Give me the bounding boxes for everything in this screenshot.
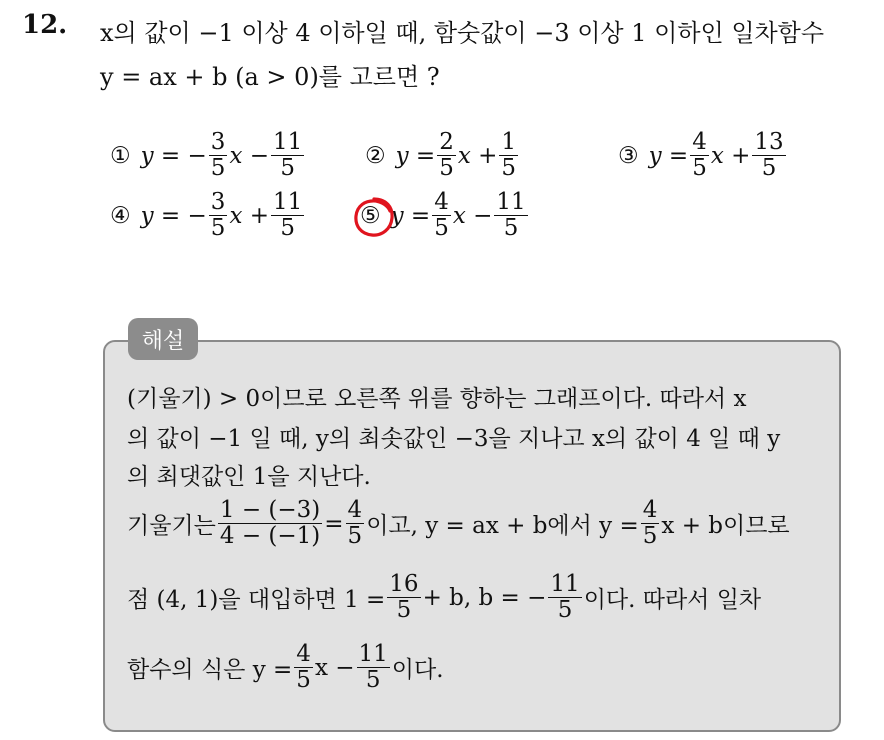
fraction-intercept: $\frac{11}{5}$ bbox=[273, 129, 303, 182]
question-text-line2: y = ax + b (a > 0)를 고르면 ? bbox=[100, 63, 440, 91]
choice-prefix: y = bbox=[395, 142, 436, 169]
fraction-slope: $\frac{2}{5}$ bbox=[439, 129, 454, 182]
solution-tag: 해설 bbox=[128, 318, 198, 360]
choice-prefix: y = − bbox=[140, 142, 207, 169]
solution-line2: 의 값이 −1 일 때, y의 최솟값인 −3을 지나고 x의 값이 4 일 때 y bbox=[127, 426, 781, 452]
solution-line5: 점 (4, 1)을 대입하면 1 = $\frac{16}{5}$ + b, b = − $\frac{11}{5}$ 이다. 따라서 일차 bbox=[127, 571, 762, 624]
fraction-intercept: $\frac{1}{5}$ bbox=[501, 129, 517, 182]
choice-mid: x − bbox=[452, 202, 493, 229]
fraction-value: $\frac{11}{5}$ bbox=[550, 571, 580, 624]
choice-number: ③ bbox=[618, 142, 639, 169]
choice-number: ① bbox=[110, 142, 131, 169]
choice-prefix: y = − bbox=[140, 202, 207, 229]
choice-2[interactable] bbox=[365, 130, 520, 182]
fraction-value: $\frac{4}{5}$ bbox=[296, 641, 311, 694]
fraction-intercept: $\frac{13}{5}$ bbox=[754, 129, 784, 182]
choice-mid: x + bbox=[229, 202, 269, 229]
choice-mid: x + bbox=[710, 142, 751, 169]
choice-1[interactable] bbox=[110, 130, 306, 182]
choice-4[interactable] bbox=[110, 190, 306, 242]
fraction-slope: $\frac{3}{5}$ bbox=[210, 189, 226, 242]
fraction-slope: $\frac{4}{5}$ bbox=[434, 189, 449, 242]
choice-mid: x + bbox=[457, 142, 498, 169]
fraction-intercept: $\frac{11}{5}$ bbox=[273, 189, 303, 242]
choice-number: ④ bbox=[110, 202, 131, 229]
fraction-slope-calc: $\frac{1 - (-3)}{4 - (-1)}$ bbox=[219, 497, 321, 550]
solution-line3: 의 최댓값인 1을 지난다. bbox=[127, 464, 371, 490]
choice-prefix: y = bbox=[390, 202, 431, 229]
fraction-slope: $\frac{3}{5}$ bbox=[210, 129, 226, 182]
choice-number: ⑤ bbox=[360, 202, 381, 229]
fraction-slope: $\frac{4}{5}$ bbox=[692, 129, 707, 182]
fraction-intercept: $\frac{11}{5}$ bbox=[496, 189, 526, 242]
fraction-value: $\frac{11}{5}$ bbox=[358, 641, 388, 694]
question-number: 12. bbox=[22, 10, 68, 40]
solution-line1: (기울기) > 0이므로 오른쪽 위를 향하는 그래프이다. 따라서 x bbox=[127, 386, 747, 412]
choice-mid: x − bbox=[229, 142, 269, 169]
fraction-value: $\frac{16}{5}$ bbox=[389, 571, 419, 624]
solution-line6: 함수의 식은 y = $\frac{4}{5}$ x − $\frac{11}{5}$ 이다. bbox=[127, 641, 444, 694]
selected-answer-mark bbox=[352, 195, 396, 239]
choice-prefix: y = bbox=[648, 142, 689, 169]
solution-line4: 기울기는 $\frac{1 - (-3)}{4 - (-1)}$ = $\frac{4}{5}$ 이고, y = ax + b에서 y = $\frac{4}{5}$ x + b이므로 bbox=[127, 497, 790, 550]
fraction-slope-value: $\frac{4}{5}$ bbox=[347, 497, 363, 550]
fraction-slope-value: $\frac{4}{5}$ bbox=[642, 497, 658, 550]
choice-number: ② bbox=[365, 142, 386, 169]
question-text-line1: x의 값이 −1 이상 4 이하일 때, 함숫값이 −3 이상 1 이하인 일차함수 bbox=[100, 19, 825, 47]
choice-3[interactable] bbox=[618, 130, 788, 182]
